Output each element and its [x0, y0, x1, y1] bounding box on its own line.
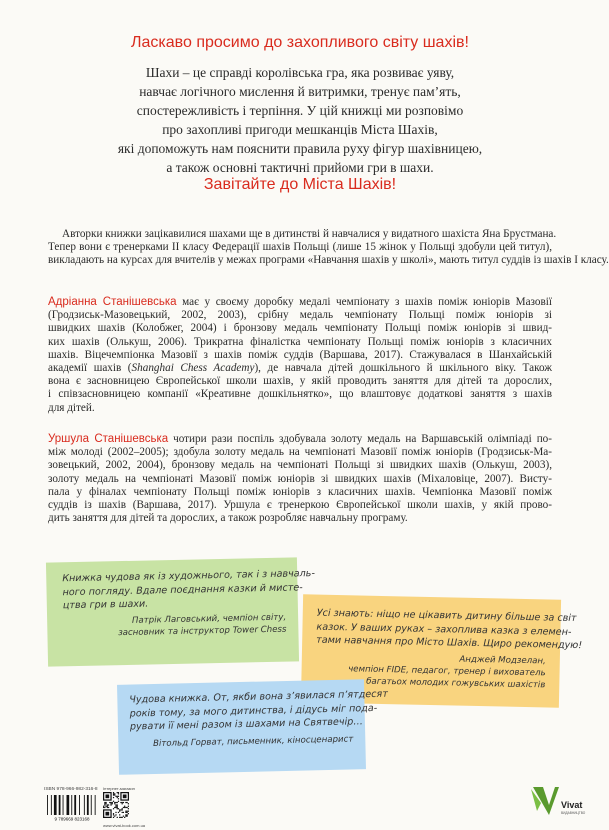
review-quote-line: цтва гри в шахи. — [62, 598, 149, 612]
qr-cell — [117, 802, 118, 803]
qr-cell — [127, 812, 128, 813]
qr-caption: Інтернет-магазин — [103, 786, 135, 791]
qr-cell — [125, 814, 126, 815]
review-quote-line: Книжка чудова як із художнього, так і з навчаль- — [62, 568, 315, 585]
qr-cell — [115, 796, 116, 797]
qr-cell — [124, 807, 125, 808]
qr-cell — [112, 802, 113, 803]
invite-heading: Завітайте до Міста Шахів! — [203, 176, 397, 193]
paragraph-line: ких шахів (Олькуш, 2006). Трикратна фіналістка чемпіонату Польщі поміж юніорів з класичних — [48, 335, 552, 348]
paragraph-line: (Гродзиськ-Мазовецький, 2002, 2003), срібну медаль чемпіонату Польщі поміж юніорів зі — [48, 309, 552, 322]
qr-cell — [110, 803, 111, 804]
qr-url: www.vivat-book.com.ua — [103, 823, 146, 828]
barcode-bar — [87, 795, 89, 815]
qr-cell — [117, 792, 118, 793]
qr-cell — [115, 804, 116, 805]
qr-cell — [118, 801, 119, 802]
qr-cell — [125, 812, 126, 813]
qr-cell — [123, 802, 124, 803]
qr-cell — [123, 812, 124, 813]
qr-cell — [120, 802, 121, 803]
intro-text — [80, 63, 520, 177]
paragraph-line: викладають на курсах для вчителів у межах програми «Навчання шахів у школі», мають титул суддів із шахів I класу. — [48, 254, 609, 267]
qr-cell — [118, 796, 119, 797]
qr-cell — [128, 813, 129, 814]
paragraph-line: вона є засновницею Європейської школи шахів, у якій проводить заняття для дітей та дорослих, — [48, 375, 552, 388]
review-quote-line: ного погляду. Вдале поєднання казки й мисте- — [62, 581, 303, 598]
qr-cell — [122, 802, 123, 803]
paragraph-line: суддів із шахів (Варшава, 2017). Уршула є тренеркою Європейської школи шахів, у якій прово- — [48, 499, 552, 512]
qr-cell — [113, 813, 114, 814]
qr-cell — [125, 811, 126, 812]
qr-cell — [113, 792, 114, 793]
qr-cell — [113, 794, 114, 795]
paragraph-line: Авторки книжки зацікавилися шахами ще в дитинстві й навчалися у видатного шахіста Яна Брустмана. — [62, 228, 557, 240]
qr-cell — [114, 793, 115, 794]
qr-cell — [123, 807, 124, 808]
review-author-line: Патрік Лаговський, чемпіон світу, — [131, 612, 287, 626]
barcode-bar — [74, 795, 76, 815]
qr-cell — [104, 802, 105, 803]
qr-cell — [117, 806, 118, 807]
review-note-blue — [117, 679, 388, 775]
review-quote-line: тами навчання про Місто Шахів. Щиро рекомендую! — [316, 634, 583, 652]
qr-cell — [105, 806, 106, 807]
barcode-bar — [91, 795, 92, 815]
qr-cell — [120, 809, 121, 810]
qr-cell — [128, 806, 129, 807]
qr-cell — [127, 807, 128, 808]
review-author-line: Вітольд Горват, письменник, кіносценарист — [152, 733, 354, 749]
author2-bio — [48, 433, 552, 525]
qr-cell — [122, 817, 123, 818]
barcode-bar — [95, 795, 96, 815]
qr-cell — [125, 816, 126, 817]
qr-cell — [114, 816, 115, 817]
qr-cell — [123, 794, 127, 798]
qr-cell — [115, 814, 116, 815]
barcode-bar — [79, 795, 80, 815]
paragraph-line: дить заняття для дітей та дорослих, а також розробляє навчальну програму. — [48, 512, 408, 525]
qr-cell — [108, 807, 109, 808]
barcode-bar — [51, 795, 52, 815]
qr-cell — [112, 803, 113, 804]
paragraph-line: і співзасновницею компанії «Креативне дошкільнятко», що влаштовує додаткові заняття з шахів — [48, 388, 552, 401]
qr-cell — [127, 814, 128, 815]
qr-cell — [113, 814, 114, 815]
qr-cell — [127, 816, 128, 817]
qr-cell — [117, 807, 118, 808]
qr-cell — [104, 804, 105, 805]
qr-cell — [108, 804, 109, 805]
qr-cell — [113, 793, 114, 794]
qr-cell — [119, 817, 120, 818]
qr-cell — [128, 803, 129, 804]
barcode-digits: 9 789669 823168 — [54, 816, 90, 822]
qr-cell — [122, 812, 123, 813]
qr-cell — [117, 796, 118, 797]
qr-cell — [128, 808, 129, 809]
paragraph-line: шахів. Віцечемпіонка Мазовії з шахів поміж суддів (Варшава, 2017). Стажувалася в Шанхайській — [48, 348, 552, 361]
paragraph-line: для дітей. — [48, 401, 95, 414]
qr-cell — [105, 803, 106, 804]
qr-cell — [113, 817, 114, 818]
barcode-bar — [84, 795, 85, 815]
paragraph-line: має у своєму доробку медалі чемпіонату з шахів поміж юніорів Мазовії — [176, 296, 552, 308]
paragraph-text: ), де навчала дітей дошкільного й шкільного віку. Також — [254, 362, 552, 375]
qr-cell — [107, 804, 108, 805]
qr-cell — [117, 804, 118, 805]
qr-cell — [103, 806, 104, 807]
qr-cell — [115, 807, 116, 808]
qr-cell — [118, 793, 119, 794]
qr-cell — [107, 806, 108, 807]
barcode-bar — [59, 795, 61, 815]
intro-line: про захопливі пригоди мешканців Міста Шахів, — [162, 122, 438, 137]
vivat-logo-icon — [527, 783, 586, 823]
qr-cell — [118, 792, 119, 793]
qr-cell — [110, 802, 111, 803]
qr-cell — [110, 804, 111, 805]
qr-cell — [103, 807, 104, 808]
paragraph-line: Тепер вони є тренерками II класу Федерації шахів Польщі (лише 15 жінок у Польщі здобули цей титул), — [48, 241, 552, 254]
paragraph-line: між молоді (2002–2005); здобула золоту медаль на чемпіонаті Мазовії поміж юніорів (Гродзиськ-Ма- — [48, 446, 552, 459]
intro-line: спостережливість і терпіння. У цій книжці ми розповімо — [136, 103, 464, 118]
qr-cell — [119, 814, 120, 815]
paragraph-line: золоту медаль на чемпіонаті Мазовії поміж юніорів зі швидких шахів (Міхаловіце, 2007). Висту- — [48, 472, 552, 485]
authors-paragraph — [48, 228, 609, 268]
paragraph-line: швидких шахів (Колобжег, 2004) і бронзову медаль чемпіонату Польщі поміж юніорів зі швид- — [48, 322, 552, 335]
qr-cell — [115, 812, 116, 813]
qr-cell — [118, 808, 119, 809]
review-quote-line: років тому, за мого дитинства, і дідусь міг пода- — [129, 702, 378, 720]
barcode-bar — [63, 795, 64, 815]
qr-cell — [113, 797, 114, 798]
qr-cell — [107, 807, 108, 808]
review-quote-line: Усі знають: ніщо не цікавить дитину більше за світ — [316, 607, 577, 625]
barcode-bar — [47, 795, 48, 815]
qr-cell — [105, 802, 106, 803]
intro-line: навчає логічного мислення й витримки, тренує пам’ять, — [139, 84, 461, 99]
intro-line: Шахи – це справді королівська гра, яка розвиває уяву, — [145, 65, 455, 80]
review-quote-line: рувати її мені разом із шахами на Святвечір… — [129, 716, 363, 733]
author1-name: Адріанна Станішевська — [48, 296, 177, 308]
paragraph-line: чотири рази поспіль здобувала золоту медаль на Варшавській олімпіаді по- — [168, 433, 552, 445]
qr-cell — [117, 797, 118, 798]
qr-cell — [122, 808, 123, 809]
review-quote-line: казок. У ваших руках – захоплива казка з елемен- — [316, 621, 572, 638]
italic-academy-name: Shanghai Chess Academy — [131, 362, 255, 375]
review-author-line: засновник та інструктор Tower Chess — [118, 624, 287, 638]
qr-cell — [104, 803, 105, 804]
barcode-bar — [71, 795, 72, 815]
publisher-name: Vivat — [561, 800, 583, 810]
author2-name: Уршула Станішевська — [48, 433, 169, 445]
paragraph-text: академії шахів ( — [48, 362, 132, 375]
intro-line: а також основні тактичні прийоми гри в шахи. — [166, 160, 434, 175]
qr-cell — [118, 812, 119, 813]
qr-cell — [120, 817, 121, 818]
qr-cell — [117, 808, 118, 809]
qr-cell — [104, 807, 105, 808]
qr-cell — [122, 803, 123, 804]
publisher-sub: ВИДАВНИЦТВО — [561, 811, 586, 815]
qr-cell — [125, 807, 126, 808]
qr-cell — [114, 794, 115, 795]
review-quote-line: Чудова книжка. От, якби вона з’явилася п’ятдесят — [129, 688, 388, 706]
paragraph-line: пала у фіналах чемпіонату Польщі поміж юніорів з класичних шахів. Чемпіонка Мазовії поміж — [48, 485, 552, 498]
qr-cell — [105, 812, 109, 816]
barcode-icon — [44, 795, 100, 821]
qr-block — [103, 786, 149, 828]
qr-cell — [113, 801, 114, 802]
qr-cell — [113, 808, 114, 809]
qr-cell — [128, 811, 129, 812]
qr-cell — [105, 794, 109, 798]
qr-cell — [118, 798, 119, 799]
qr-cell — [119, 809, 120, 810]
qr-cell — [117, 817, 118, 818]
review-author-line: чемпіон FIDE, педагог, тренер і вихователь — [348, 663, 546, 678]
qr-cell — [123, 816, 124, 817]
qr-cell — [125, 802, 126, 803]
review-note-green — [46, 557, 315, 666]
barcode-bar — [54, 795, 57, 815]
qr-code-icon[interactable] — [103, 792, 129, 818]
isbn-label: ISBN 978-966-982-316-8 — [44, 787, 98, 792]
paragraph-line: зовецький, 2002, 2004), бронзову медаль на чемпіонаті Польщі зі швидких шахів (Олькуш, 2003), — [48, 459, 552, 472]
qr-cell — [114, 807, 115, 808]
qr-cell — [122, 809, 123, 810]
review-author-line: Анджей Модзелан, — [459, 654, 546, 666]
review-author-line: багатьох молодих гожувських шахістів — [366, 676, 546, 690]
author1-bio — [48, 296, 552, 415]
intro-line: які допоможуть нам пояснити правила руху фігур шахівницею, — [117, 141, 483, 156]
qr-cell — [127, 802, 128, 803]
qr-cell — [109, 802, 110, 803]
headline: Ласкаво просимо до захопливого світу шахів! — [131, 34, 469, 51]
qr-cell — [115, 806, 116, 807]
qr-cell — [119, 811, 120, 812]
qr-cell — [115, 802, 116, 803]
qr-cell — [124, 817, 125, 818]
barcode-bar — [67, 795, 70, 815]
qr-cell — [127, 811, 128, 812]
qr-cell — [114, 803, 115, 804]
qr-cell — [114, 802, 115, 803]
qr-cell — [124, 806, 125, 807]
